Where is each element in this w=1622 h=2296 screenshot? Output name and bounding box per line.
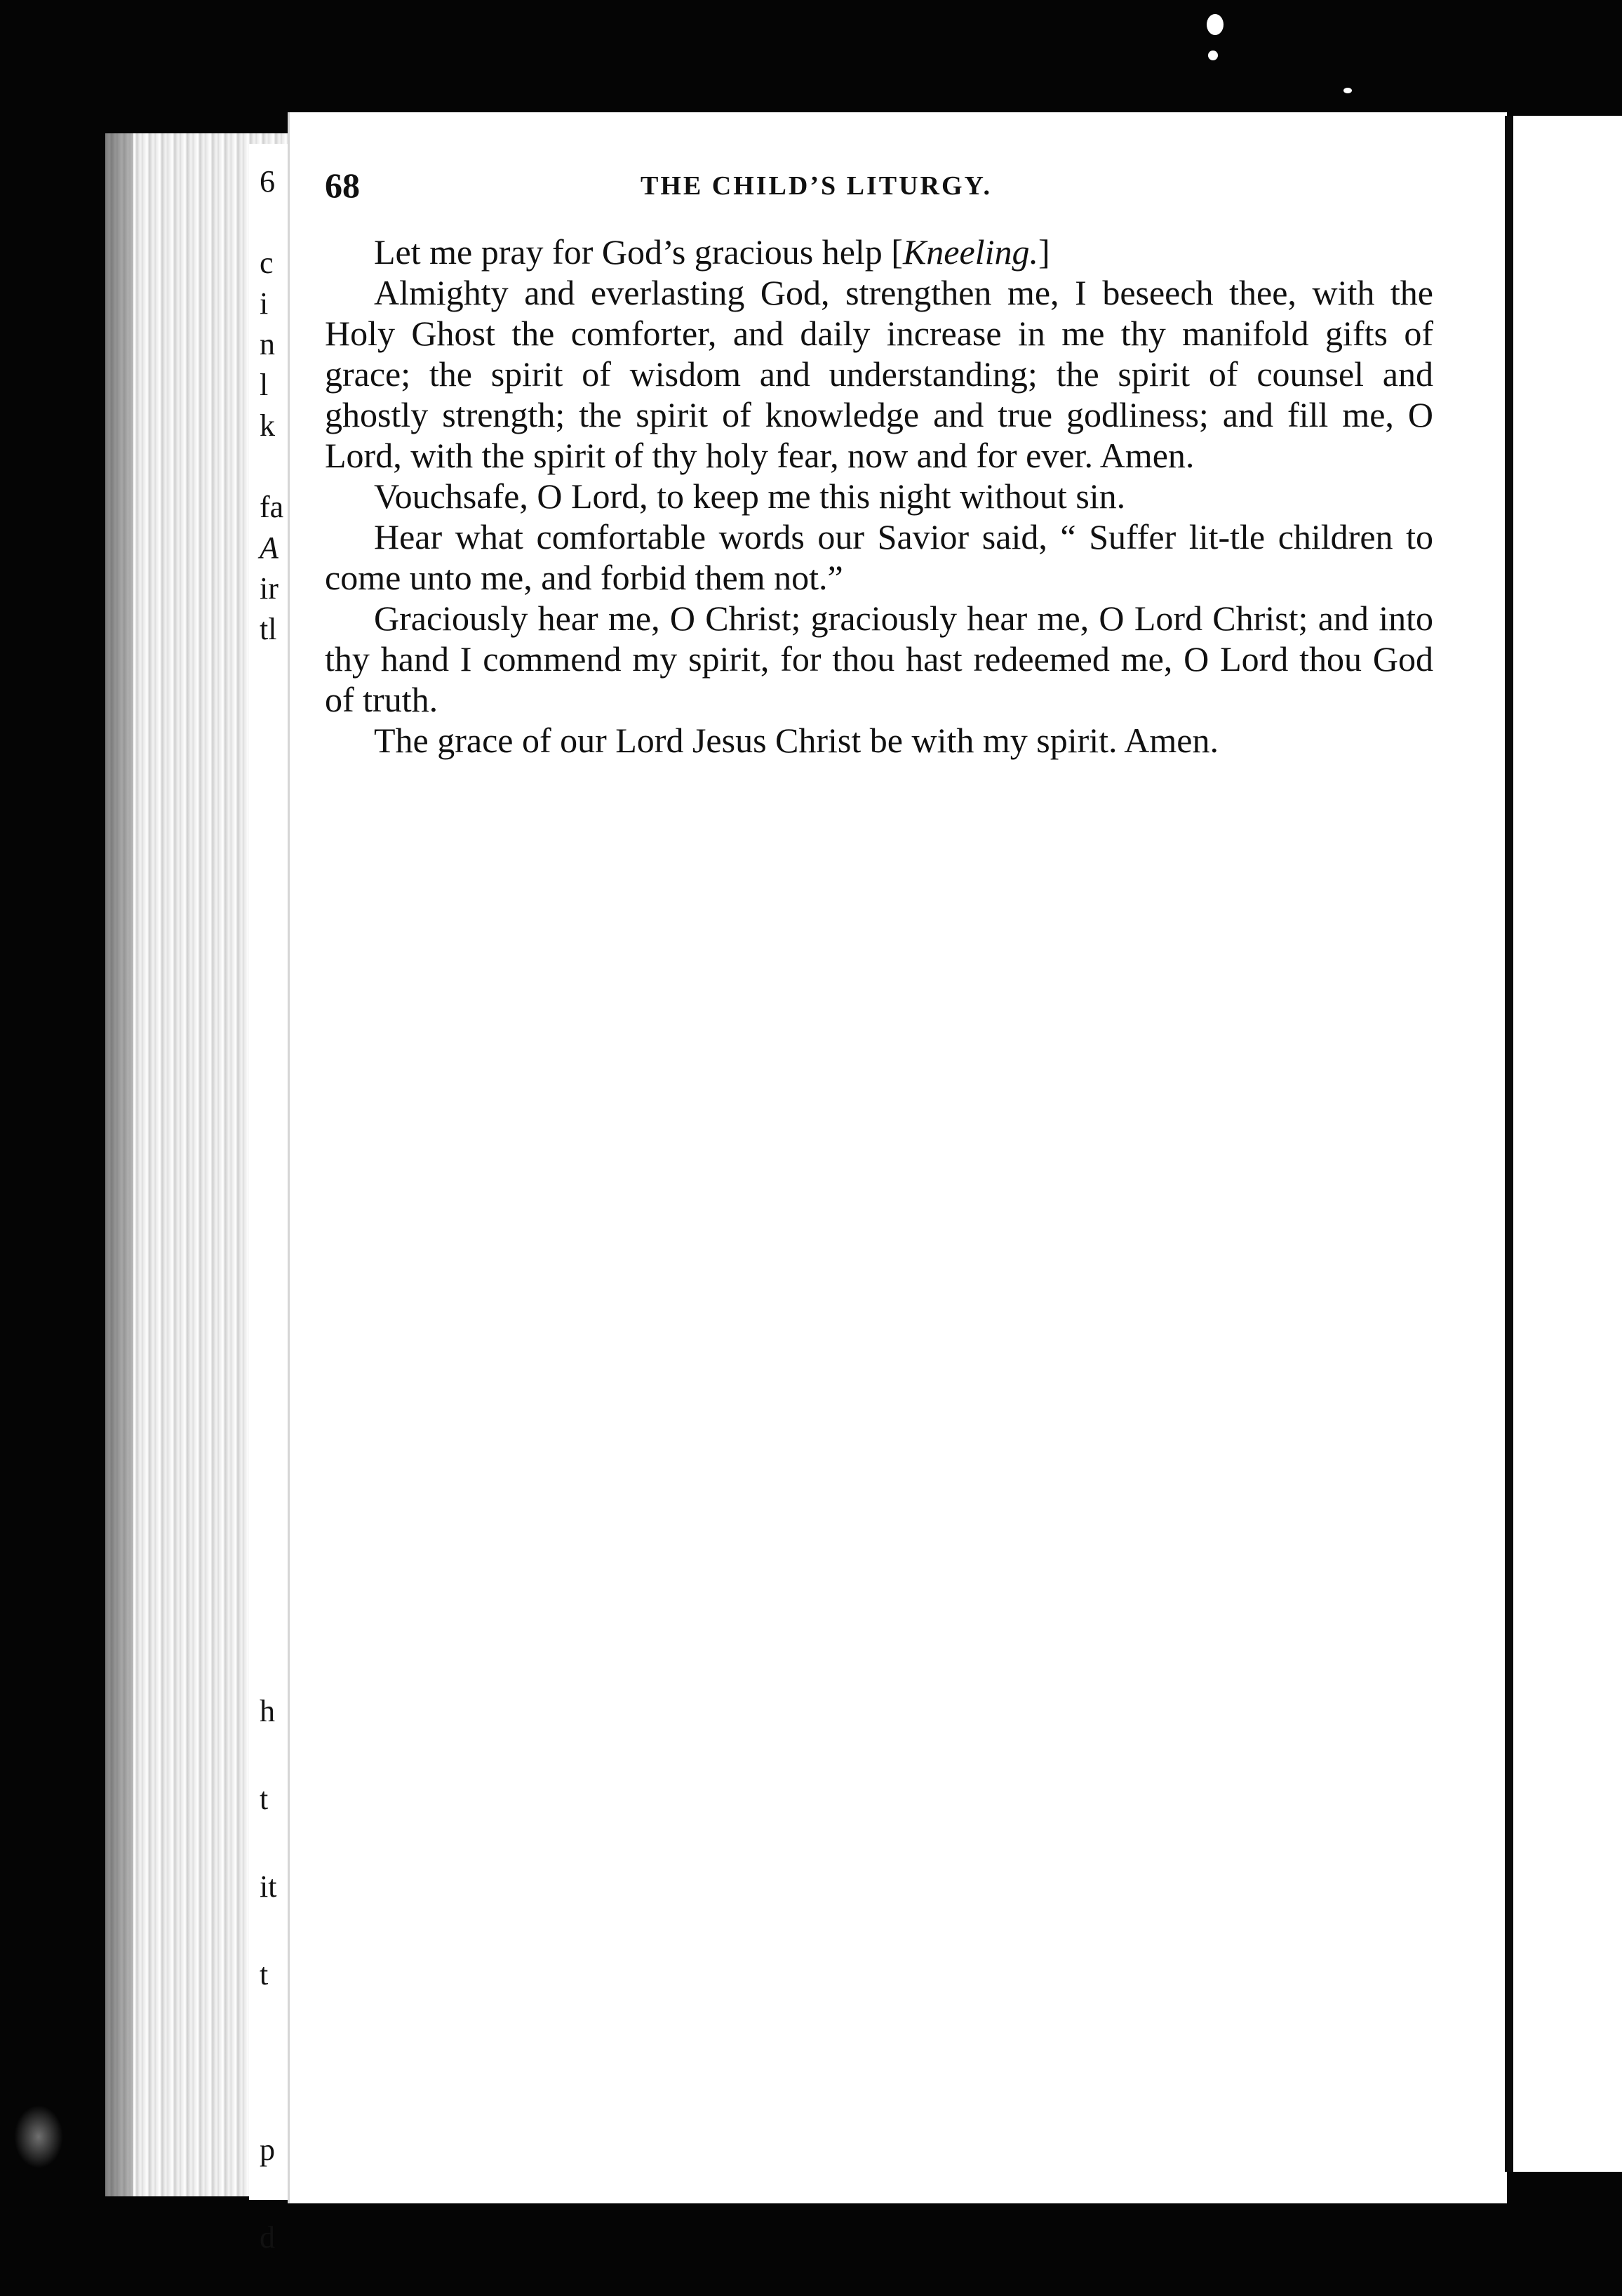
- dust-speck: [1343, 88, 1352, 93]
- paragraph-text: Let me pray for God’s gracious help [: [374, 232, 903, 272]
- stage-direction: Kneeling.: [902, 232, 1038, 272]
- page-edges-shadow: [105, 133, 133, 2196]
- fragment: it: [260, 1869, 277, 1904]
- fragment: n: [260, 327, 275, 361]
- paragraph: Graciously hear me, O Christ; graciously hear me, O Lord Christ; and into thy hand I commend my spirit, for thou hast redeemed me, O Lord thou God of truth.: [325, 599, 1433, 719]
- paragraph: The grace of our Lord Jesus Christ be with my spirit. Amen.: [374, 721, 1219, 760]
- fragment: h: [260, 1694, 275, 1728]
- fragment: t: [260, 1957, 269, 1991]
- running-head: [325, 165, 1433, 232]
- paragraph-text: ]: [1038, 232, 1050, 272]
- fragment: ir: [260, 571, 279, 606]
- fragment: t: [260, 1782, 269, 1816]
- paragraph: Almighty and everlasting God, strengthen me, I beseech thee, with the Holy Ghost the comforter, and daily increase in me thy manifold gifts of grace; the spirit of wisdom and understanding; the spirit of counsel and ghostly strength; the spirit of knowledge and true godliness; and fill me, O Lord, with the spirit of thy holy fear, now and for ever. Amen.: [325, 273, 1433, 475]
- fragment: p: [260, 2133, 275, 2167]
- fragment: tl: [260, 612, 277, 646]
- fragment: l: [260, 368, 269, 402]
- fragment: i: [260, 286, 269, 321]
- fragment: 6: [260, 164, 275, 199]
- fragment: fa: [260, 490, 284, 524]
- paragraph: Hear what comfortable words our Savior said, “ Suffer lit-tle children to come unto me, and forbid them not.”: [325, 517, 1433, 597]
- paragraph-kneeling: [325, 232, 1433, 272]
- fragment: A: [260, 530, 279, 565]
- fragment: d: [260, 2220, 275, 2255]
- dust-speck: [1208, 51, 1218, 60]
- fragment: c: [260, 246, 274, 280]
- fragment: k: [260, 408, 275, 443]
- page-content: [325, 165, 1433, 761]
- paragraph: Vouchsafe, O Lord, to keep me this night without sin.: [374, 476, 1126, 516]
- light-glare: [14, 2105, 63, 2168]
- body-text: [325, 232, 1433, 761]
- dust-speck: [1207, 14, 1224, 35]
- running-title: THE CHILD’S LITURGY.: [641, 171, 992, 201]
- book-page: [288, 112, 1507, 2203]
- facing-page-edge: [1505, 116, 1622, 2172]
- page-number: 68: [325, 166, 360, 205]
